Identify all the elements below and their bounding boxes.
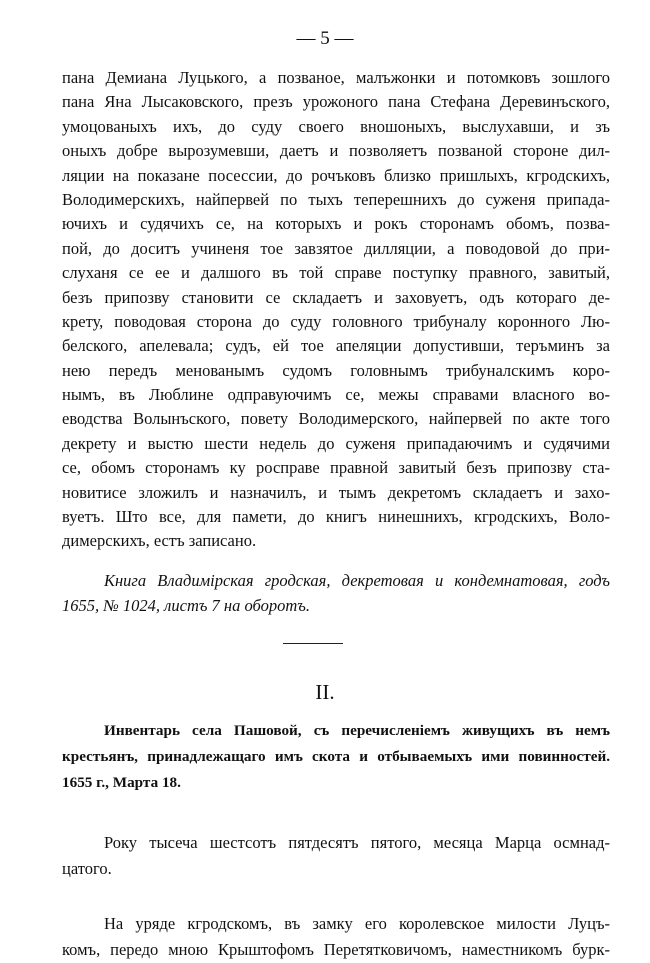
text-line: цатого. bbox=[62, 859, 112, 878]
text-line: ляции на показане посессии, до рочъковъ близко пришлыхъ, кгродскихъ, bbox=[62, 165, 610, 185]
section-number: II. bbox=[315, 680, 335, 704]
text-line: слуханя се ее и далшого въ той справе поступку правного, завитый, bbox=[62, 263, 610, 283]
text-line: белского, апелевала; судъ, ей тое апеляции допустивши, теръминъ за bbox=[62, 336, 610, 356]
source-citation bbox=[62, 568, 610, 618]
citation-line: Книга Владимірская гродская, декретовая и кондемнатовая, годъ bbox=[104, 571, 610, 590]
text-line: еводства Волынъского, повету Володимерского, найпервей по акте того bbox=[62, 409, 610, 429]
heading-line: крестьянъ, принадлежащаго имъ скота и отбываемыхъ ими повинностей. bbox=[62, 748, 610, 765]
text-line: пана Яна Лысаковского, презъ урожоного пана Стефана Деревинъского, bbox=[62, 92, 610, 112]
text-line: вуетъ. Што все, для памети, до книгъ нинешнихъ, кгродскихъ, Воло- bbox=[62, 507, 610, 527]
text-line: пана Демиана Луцького, а позваное, малъжонки и потомковъ зошлого bbox=[62, 68, 610, 87]
page-number: — 5 — bbox=[296, 28, 354, 49]
text-line: димерскихъ, естъ записано. bbox=[62, 531, 257, 551]
heading-line: Инвентарь села Пашовой, съ перечисленіемъ живущихъ въ немъ bbox=[104, 722, 610, 739]
text-line: комъ, передо мною Крыштофомъ Перетятковичомъ, наместникомъ бурк- bbox=[62, 940, 610, 959]
citation-line: 1655, № 1024, листъ 7 на оборотъ. bbox=[62, 596, 310, 615]
text-line: На уряде кгродскомъ, въ замку его королевское милости Луцъ- bbox=[104, 914, 610, 933]
text-line: декрету и выстю шести недель до суженя припадаючимъ и судячими bbox=[62, 433, 610, 453]
text-line: Року тысеча шестсотъ пятдесятъ пятого, месяца Марца осмнад- bbox=[104, 833, 610, 852]
text-line: пой, до доситъ учиненя тое завзятое дилляции, а поводовой до при- bbox=[62, 238, 610, 258]
text-line: Володимерскихъ, найпервей по тыхъ теперешнихъ до суженя припада- bbox=[62, 189, 610, 209]
text-line: крету, поводовая сторона до суду головного трибуналу коронного Лю- bbox=[62, 311, 610, 331]
text-line: безъ припозву становити се складаетъ и заховуетъ, одъ котораго де- bbox=[62, 287, 610, 307]
heading-line: 1655 г., Марта 18. bbox=[62, 774, 181, 791]
body-text bbox=[62, 66, 610, 554]
text-line: оныхъ добре вырозумевши, даетъ и позволяетъ позваной стороне дил- bbox=[62, 141, 610, 161]
text-line: се, обомъ сторонамъ ку росправе правной завитый безъ припозву ста- bbox=[62, 458, 610, 478]
paragraph-date bbox=[62, 830, 610, 882]
document-heading bbox=[62, 718, 610, 796]
text-line: нею передъ менованымъ судомъ головнымъ трибуналскимъ коро- bbox=[62, 360, 610, 380]
text-line: нымъ, въ Люблине одправуючимъ се, межы справами власного во- bbox=[62, 385, 610, 405]
text-line: умоцованыхъ ихъ, до суду своего вношоныхъ, выслухавши, и зъ bbox=[62, 116, 610, 136]
text-line: ючихъ и судячихъ се, на которыхъ и рокъ сторонамъ обомъ, позва- bbox=[62, 214, 610, 234]
text-line: новитисе зложилъ и назначилъ, и тымъ декретомъ складаетъ и захо- bbox=[62, 482, 610, 502]
paragraph-office bbox=[62, 911, 610, 963]
section-divider bbox=[283, 643, 343, 644]
